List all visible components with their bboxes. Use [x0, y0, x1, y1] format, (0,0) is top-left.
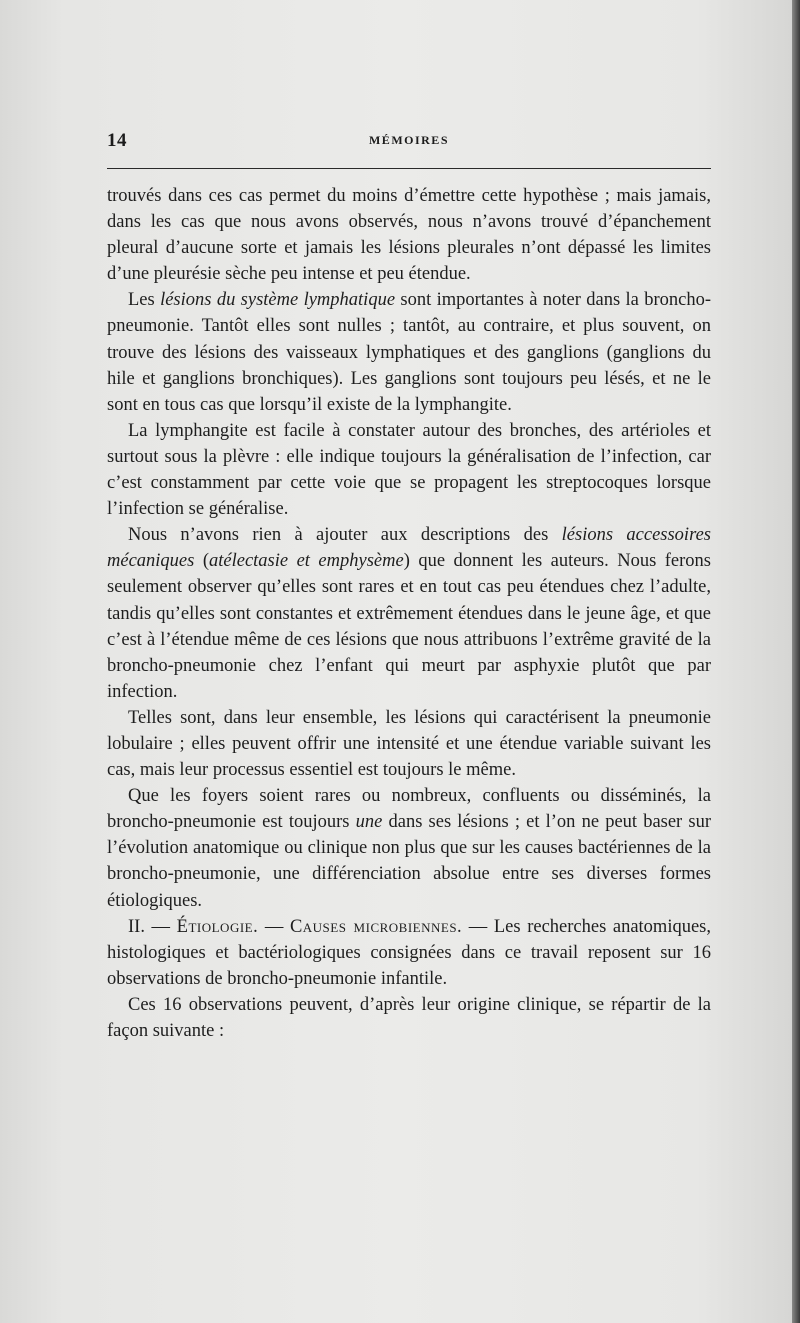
paragraph-4-italic-2: atélectasie et emphysème — [209, 551, 404, 572]
section-heading-etiologie: Étiologie. — [176, 916, 259, 937]
paragraph-5-text: Telles sont, dans leur ensemble, les lésions qui caractérisent la pneumonie lobulaire ; elles peuvent offrir une intensité et une étendue variable suivant les cas, mais leur processus essentiel est toujours le même. — [107, 707, 711, 781]
paragraph-3-text: La lymphangite est facile à constater autour des bronches, des artérioles et surtout sous la plèvre : elle indique toujours la généralisation de l’infection, car c’est constamment par cette voie que se propagent les streptocoques lorsque l’infection se généralise. — [107, 420, 711, 520]
paragraph-7-rest: — Les recherches anatomiques, histologiques et bactériologiques consignées dans ce travail reposent sur 16 observations de broncho-pneumonie infantile. — [107, 916, 711, 989]
paragraph-7-lead: II. — — [128, 916, 177, 937]
paragraph-4-lead: Nous n’avons rien à ajouter aux descriptions des — [128, 525, 562, 546]
paragraph-4-rest: ) que donnent les auteurs. Nous ferons seulement observer qu’elles sont rares et en tout cas peu étendues chez l’adulte, tandis qu’elles sont constantes et extrêmement étendues dans le jeune âge, et que c’est à l’étendue même de ces lésions que nous attribuons l’extrême gravité de la broncho-pneumonie chez l’enfant qui meurt par asphyxie plutôt que par infection. — [107, 551, 711, 702]
paragraph-1 — [107, 183, 711, 287]
paragraph-2-lead: Les — [128, 290, 161, 311]
paragraph-6-lead: Que les foyers soient rares ou nombreux, confluents ou disséminés, la broncho-pneumonie est toujours — [107, 786, 711, 833]
paragraph-8-text: Ces 16 observations peuvent, d’après leur origine clinique, se répartir de la façon suivante : — [107, 994, 711, 1041]
paragraph-2 — [107, 287, 711, 417]
paragraph-1-text: trouvés dans ces cas permet du moins d’émettre cette hypothèse ; mais jamais, dans les cas que nous avons observés, nous n’avons trouvé d’épanchement pleural d’aucune sorte et jamais les lésions pleurales n’ont dépassé les limites d’une pleurésie sèche peu intense et peu étendue. — [107, 186, 711, 285]
paragraph-4 — [107, 522, 711, 705]
paragraph-4-mid: ( — [194, 551, 209, 572]
paragraph-6 — [107, 783, 711, 913]
section-heading-causes: Causes microbiennes. — [289, 916, 463, 937]
page-header — [107, 130, 711, 154]
page-number: 14 — [107, 130, 127, 151]
paragraph-2-rest: sont importantes à noter dans la broncho-pneumonie. Tantôt elles sont nulles ; tantôt, au contraire, et plus souvent, on trouve des lésions des vaisseaux lymphatiques et des ganglions (ganglions du hile et ganglions bronchiques). Les ganglions sont toujours peu lésés, et ne le sont en tous cas que lorsqu’il existe de la lymphangite. — [107, 290, 711, 415]
paragraph-4-italic: lésions accessoires mécaniques — [107, 525, 711, 572]
paragraph-6-italic: une — [355, 812, 383, 833]
paragraph-5 — [107, 705, 711, 783]
running-title: MÉMOIRES — [368, 133, 449, 147]
body-text — [107, 183, 711, 1044]
paragraph-6-rest: dans ses lésions ; et l’on ne peut baser sur l’évolution anatomique ou clinique non plus que sur les causes bactériennes de la broncho-pneumonie, une différenciation absolue entre ses diverses formes étiologiques. — [107, 812, 711, 911]
paragraph-2-italic: lésions du système lymphatique — [160, 290, 396, 311]
paragraph-7-mid: — — [258, 916, 290, 937]
paragraph-3 — [107, 418, 711, 522]
header-rule — [107, 168, 711, 169]
paragraph-7 — [107, 914, 711, 992]
page-edge-shadow — [792, 0, 800, 1323]
paragraph-8 — [107, 992, 711, 1044]
